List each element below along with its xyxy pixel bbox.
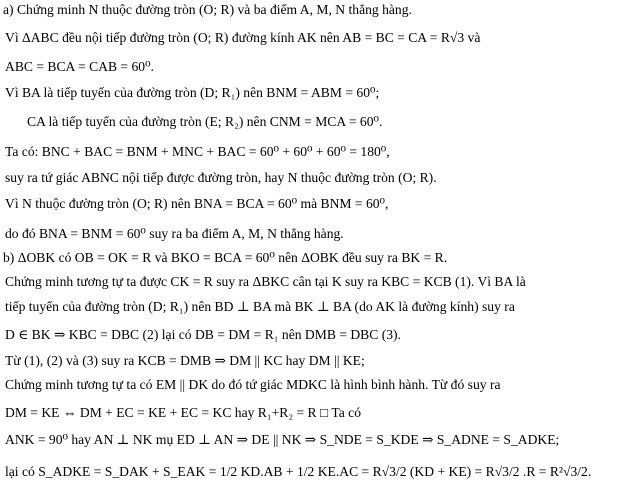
text-line-2: Vì ΔABC đều nội tiếp đường tròn (O; R) đường kính AK nên AB = BC = CA = R√3 và: [5, 30, 481, 45]
text-line-1: a) Chứng minh N thuộc đường tròn (O; R) và ba điểm A, M, N thẳng hàng.: [3, 2, 412, 17]
text-line-8: Vì N thuộc đường tròn (O; R) nên BNA = BCA = 60⁰ mà BNM = 60⁰,: [5, 196, 389, 211]
text-line-3: ABC = BCA = CAB = 60⁰.: [5, 59, 154, 74]
text-line-10: b) ΔOBK có OB = OK = R và BKO = BCA = 60⁰ nên ΔOBK đều suy ra BK = R.: [3, 250, 448, 265]
text-line-14: Từ (1), (2) và (3) suy ra KCB = DMB ⇒ DM || KC hay DM || KE;: [5, 353, 365, 368]
text-line-9: do đó BNA = BNM = 60⁰ suy ra ba điểm A, M, N thẳng hàng.: [5, 226, 344, 241]
text-line-5: CA là tiếp tuyến của đường tròn (E; R₂) nên CNM = MCA = 60⁰.: [27, 114, 383, 129]
text-line-4: Vì BA là tiếp tuyến của đường tròn (D; R₁) nên BNM = ABM = 60⁰;: [5, 85, 380, 100]
text-line-7: suy ra tứ giác ABNC nội tiếp được đường tròn, hay N thuộc đường tròn (O; R).: [5, 170, 437, 185]
text-line-15: Chứng minh tương tự ta có EM || DK do đó tứ giác MDKC là hình bình hành. Từ đó suy ra: [5, 377, 501, 392]
text-line-6: Ta có: BNC + BAC = BNM + MNC + BAC = 60⁰ + 60⁰ + 60⁰ = 180⁰,: [5, 144, 390, 159]
text-line-11: Chứng minh tương tự ta được CK = R suy ra ΔBKC cân tại K suy ra KBC = KCB (1). Vì BA là: [5, 274, 526, 289]
text-line-16: DM = KE ⇔ DM + EC = KE + EC = KC hay R₁+R₂ = R □ Ta có: [5, 405, 361, 420]
text-line-13: D ∈ BK ⇒ KBC = DBC (2) lại có DB = DM = R₁ nên DMB = DBC (3).: [5, 327, 401, 342]
text-line-12: tiếp tuyến của đường tròn (D; R₁) nên BD ⊥ BA mà BK ⊥ BA (do AK là đường kính) suy ra: [5, 299, 515, 314]
text-line-17: ANK = 90⁰ hay AN ⊥ NK mụ ED ⊥ AN ⇒ DE || NK ⇒ S_NDE = S_KDE ⇒ S_ADNE = S_ADKE;: [5, 432, 560, 447]
text-line-18: lại có S_ADKE = S_DAK + S_EAK = 1/2 KD.AB + 1/2 KE.AC = R√3/2 (KD + KE) = R√3/2 .R = R²√3/2.: [5, 464, 592, 479]
